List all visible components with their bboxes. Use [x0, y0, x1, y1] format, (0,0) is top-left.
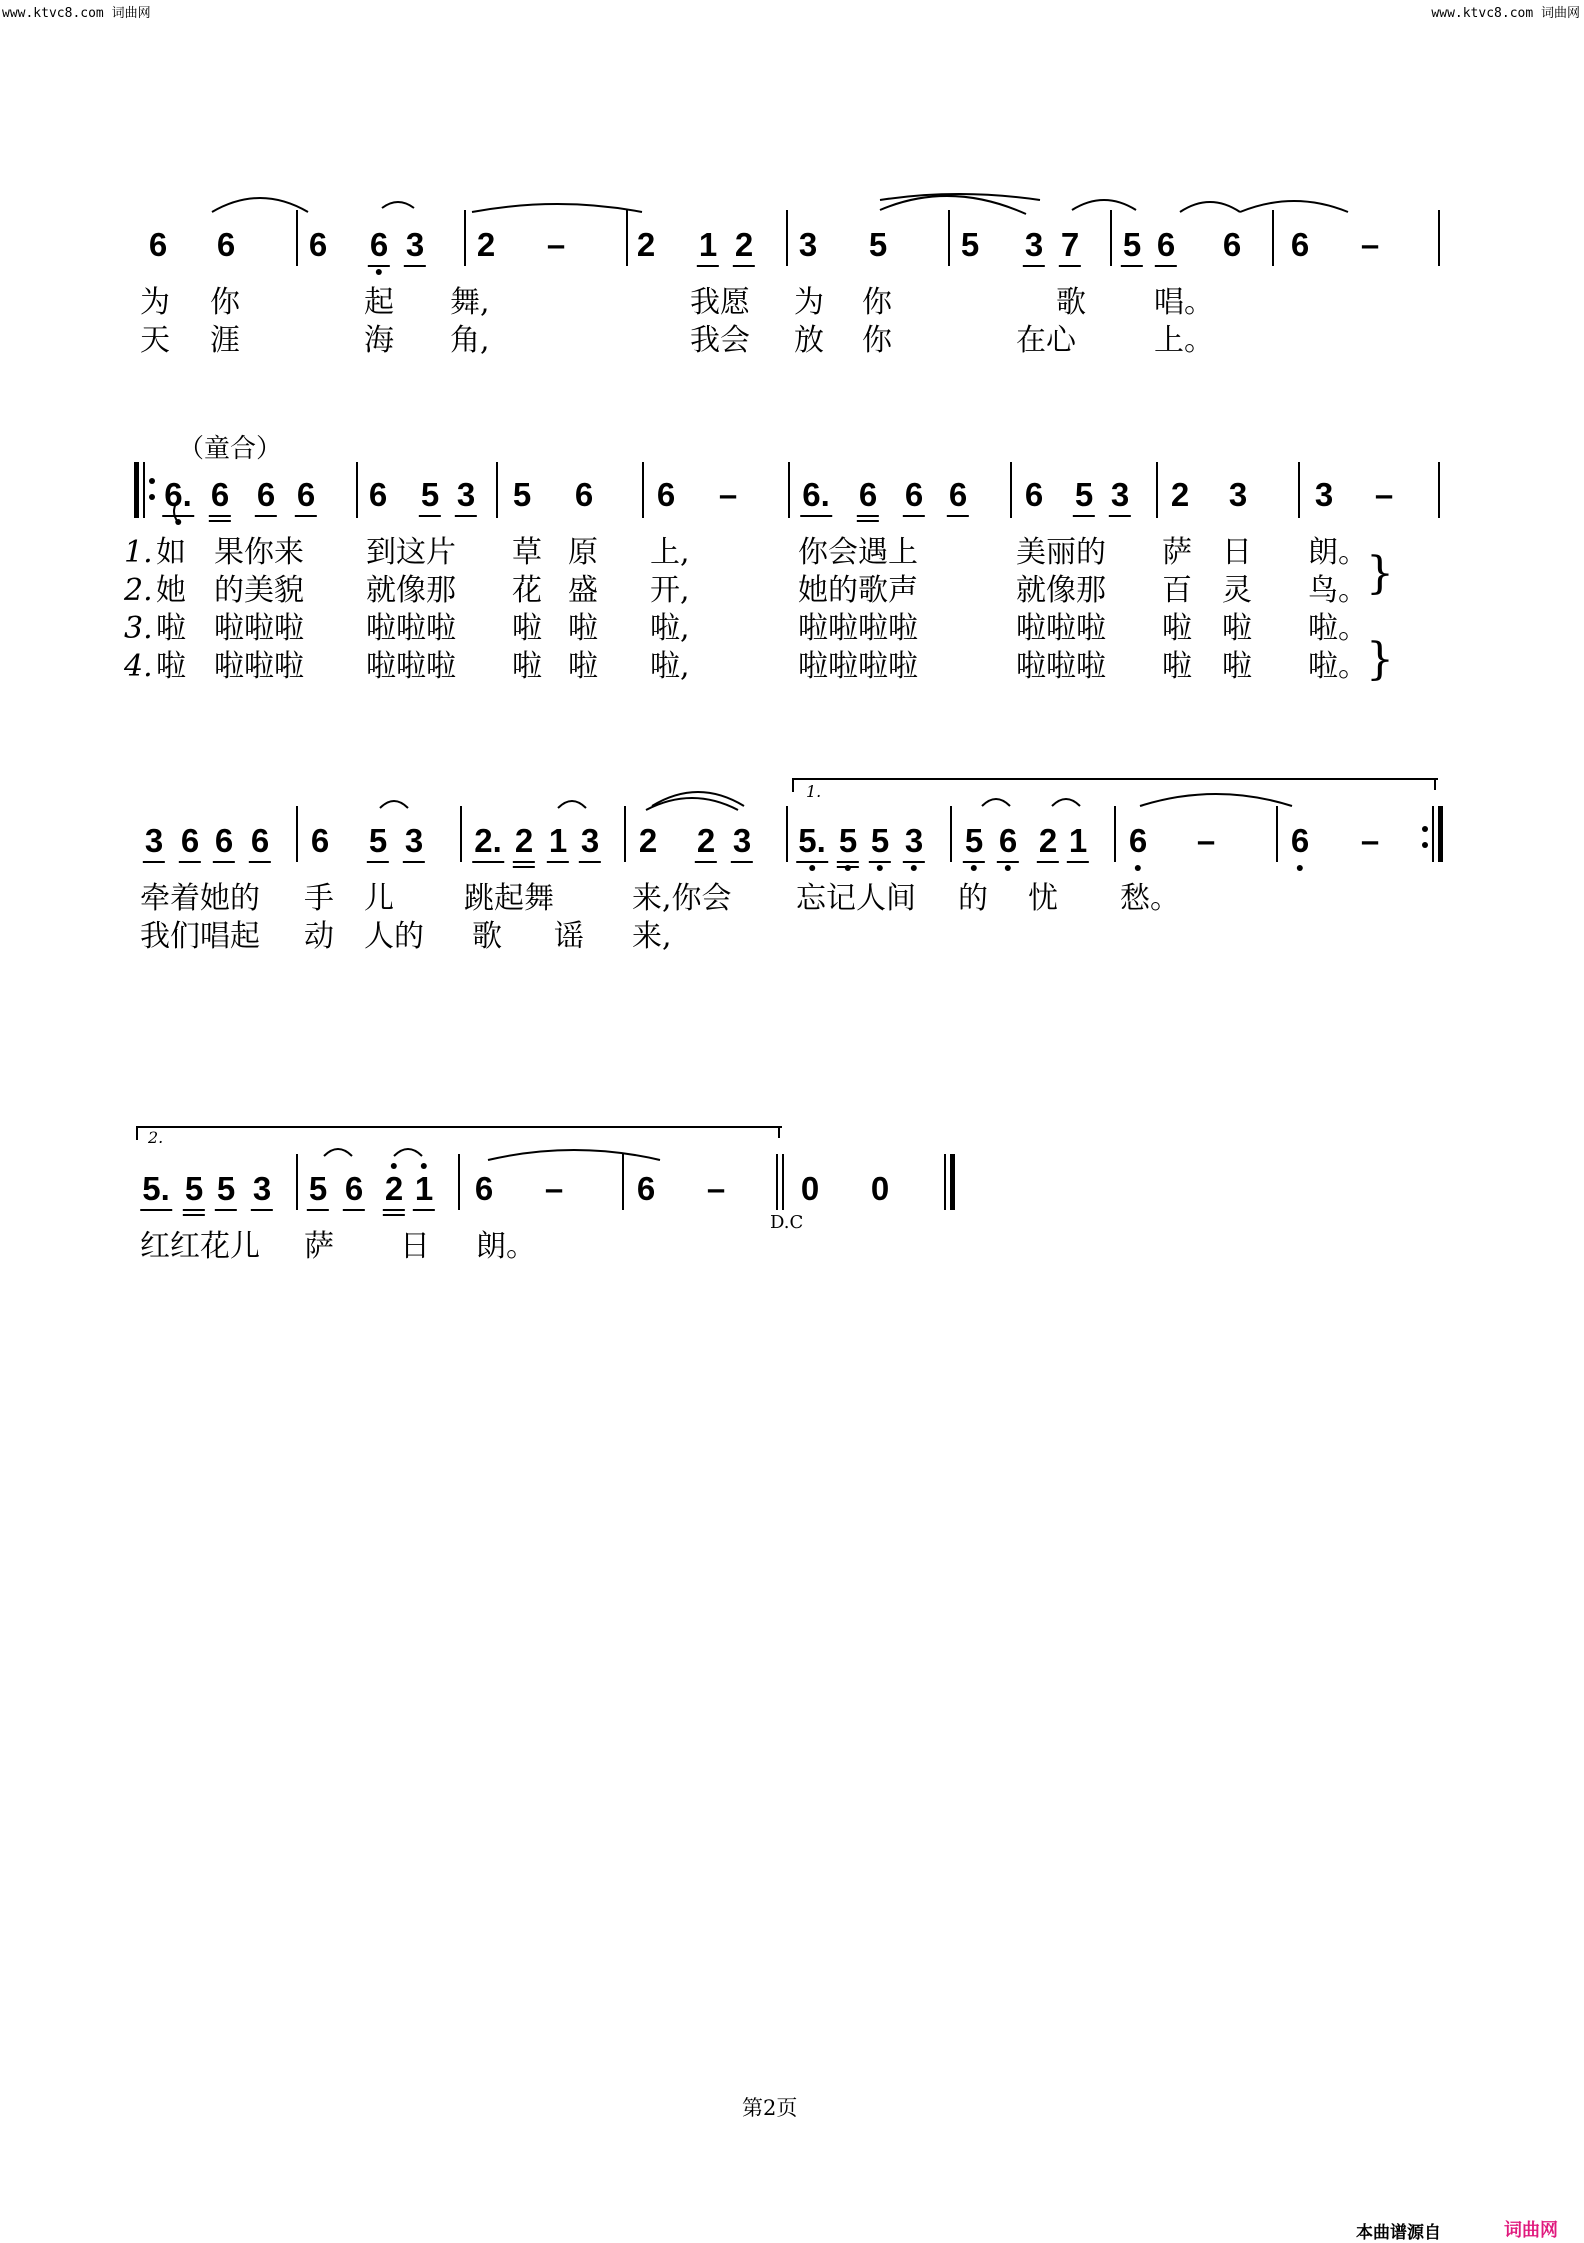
lyric: 到这片	[366, 535, 456, 570]
note: –	[1196, 822, 1216, 859]
barline	[458, 1154, 460, 1210]
lyric: 啦。	[1308, 611, 1368, 646]
lyric: 灵	[1222, 573, 1252, 608]
lyric: 啦。	[1308, 649, 1368, 684]
barline	[1438, 210, 1440, 266]
lyric: 起	[364, 285, 394, 320]
brand-logo-text: 词曲网	[1504, 2220, 1558, 2241]
note: 6	[574, 476, 594, 513]
note: 5	[512, 476, 532, 513]
note: 0	[870, 1170, 890, 1207]
lyric: 忘记人间	[796, 881, 916, 916]
lyric: 手	[304, 881, 334, 916]
barline	[786, 210, 788, 266]
note: 6	[636, 1170, 656, 1207]
note: –	[1374, 476, 1394, 513]
lyric: 日	[1222, 535, 1252, 570]
barline	[356, 462, 358, 518]
lyric: 啦	[1222, 611, 1252, 646]
volta-2-label: 2.	[148, 1128, 164, 1147]
note: 2	[1170, 476, 1190, 513]
lyric: 为	[140, 285, 170, 320]
note: 2	[384, 1170, 404, 1207]
lyric: 舞,	[450, 285, 490, 320]
barline	[460, 806, 462, 862]
note: 5	[184, 1170, 204, 1207]
note: 5	[960, 226, 980, 263]
note: 3	[405, 226, 425, 263]
verse-number: 1.	[124, 535, 153, 570]
lyric: 牵着她的	[140, 881, 260, 916]
note: 3	[1110, 476, 1130, 513]
barline	[1010, 462, 1012, 518]
verse-number: 2.	[124, 573, 153, 608]
lyric: 原	[568, 535, 598, 570]
lyric: 唱。	[1154, 285, 1214, 320]
slur	[1052, 799, 1080, 806]
repeat-end-thick	[1438, 806, 1443, 862]
slur	[982, 799, 1010, 806]
lyric: 啦啦啦	[1016, 649, 1106, 684]
note: 6	[1024, 476, 1044, 513]
note: 6	[368, 476, 388, 513]
note: 3	[252, 1170, 272, 1207]
barline	[1110, 210, 1112, 266]
lyric: 啦啦啦	[214, 611, 304, 646]
note: 2	[1038, 822, 1058, 859]
lyric: 在心	[1016, 323, 1076, 358]
note: 2.	[474, 822, 502, 859]
lyric: 如	[156, 535, 186, 570]
volta-2	[136, 1126, 782, 1140]
lyric: 忧	[1028, 881, 1058, 916]
lyric: 谣	[554, 919, 584, 954]
lyric: 为	[794, 285, 824, 320]
note: 3	[798, 226, 818, 263]
slur	[212, 198, 308, 212]
lyric: 她的歌声	[798, 573, 918, 608]
note: –	[706, 1170, 726, 1207]
note: 3	[1228, 476, 1248, 513]
note: 6	[180, 822, 200, 859]
barline	[496, 462, 498, 518]
note: 3	[580, 822, 600, 859]
note: 2	[638, 822, 658, 859]
note: 6	[1156, 226, 1176, 263]
note: 6	[904, 476, 924, 513]
slur	[1072, 200, 1136, 210]
lyric: 盛	[568, 573, 598, 608]
slur	[652, 792, 744, 806]
note: 2	[636, 226, 656, 263]
lyric: 萨	[1162, 535, 1192, 570]
final-bar-thick	[950, 1154, 955, 1210]
lyric: 她	[156, 573, 186, 608]
note: 1	[1068, 822, 1088, 859]
lyric: 啦	[1162, 611, 1192, 646]
note: –	[544, 1170, 564, 1207]
lyric: 啦啦啦	[1016, 611, 1106, 646]
note: 6	[998, 822, 1018, 859]
lyric: 啦	[512, 611, 542, 646]
verse-brace: }	[1366, 634, 1394, 685]
page-number: 第2页	[742, 2096, 798, 2120]
note: 5	[838, 822, 858, 859]
barline	[1272, 210, 1274, 266]
lyric: 人的	[364, 919, 424, 954]
note: 6	[250, 822, 270, 859]
slur	[394, 1149, 422, 1156]
barline	[464, 210, 466, 266]
slur	[472, 204, 642, 212]
barline	[948, 210, 950, 266]
note: 1	[414, 1170, 434, 1207]
note: –	[1360, 226, 1380, 263]
double-bar-a	[776, 1154, 778, 1210]
source-text: 本曲谱源自	[1356, 2223, 1441, 2243]
note: 5	[1074, 476, 1094, 513]
lyric: 天	[140, 323, 170, 358]
lyric: 啦,	[650, 611, 690, 646]
note: 3	[1024, 226, 1044, 263]
note: 5.	[798, 822, 826, 859]
lyric: 啦啦啦	[366, 611, 456, 646]
note: 5	[870, 822, 890, 859]
note: 0	[800, 1170, 820, 1207]
lyric: 我们唱起	[140, 919, 260, 954]
note: 6	[369, 226, 389, 263]
note: 2	[476, 226, 496, 263]
lyric: 涯	[210, 323, 240, 358]
lyric: 上。	[1154, 323, 1214, 358]
barline	[1114, 806, 1116, 862]
note: 3	[904, 822, 924, 859]
lyric: 花	[512, 573, 542, 608]
barline	[1156, 462, 1158, 518]
note: 6	[1222, 226, 1242, 263]
note: 2	[514, 822, 534, 859]
lyric: 啦	[156, 611, 186, 646]
note: 6	[1290, 822, 1310, 859]
note: 5	[420, 476, 440, 513]
note: 2	[696, 822, 716, 859]
note: 2	[734, 226, 754, 263]
header-right: www.ktvc8.com 词曲网	[1431, 6, 1580, 21]
barline	[1276, 806, 1278, 862]
lyric: 就像那	[1016, 573, 1106, 608]
lyric: 来,	[632, 919, 672, 954]
note: 5	[368, 822, 388, 859]
voice-label: （童合）	[178, 434, 283, 464]
lyric: 啦啦啦	[366, 649, 456, 684]
note: 3	[144, 822, 164, 859]
lyric: 歌	[1056, 285, 1086, 320]
lyric: 朗。	[1308, 535, 1368, 570]
final-bar-thin	[944, 1154, 946, 1210]
barline	[1298, 462, 1300, 518]
lyric: 的	[958, 881, 988, 916]
note: 1	[548, 822, 568, 859]
lyric: 啦	[156, 649, 186, 684]
lyric: 啦,	[650, 649, 690, 684]
lyric: 的美貌	[214, 573, 304, 608]
lyric: 你会遇上	[798, 535, 918, 570]
lyric: 歌	[472, 919, 502, 954]
repeat-end-thin	[1432, 806, 1434, 862]
volta-1	[792, 778, 1438, 792]
repeat-start-thick	[134, 462, 139, 518]
slur	[382, 202, 414, 208]
volta-1-end	[1434, 778, 1436, 790]
lyric: 果你来	[214, 535, 304, 570]
lyric: 啦啦啦啦	[798, 649, 918, 684]
lyric: 你	[210, 285, 240, 320]
header-left: www.ktvc8.com 词曲网	[2, 6, 151, 21]
lyric: 开,	[650, 573, 690, 608]
verse-number: 3.	[124, 611, 153, 646]
verse-number: 4.	[124, 649, 153, 684]
barline	[788, 462, 790, 518]
note: 6	[256, 476, 276, 513]
note: 6.	[802, 476, 830, 513]
slur	[558, 801, 586, 808]
volta-2-end	[778, 1126, 780, 1138]
lyric: 上,	[650, 535, 690, 570]
note: 6	[344, 1170, 364, 1207]
slur	[1240, 201, 1348, 212]
note: 6	[858, 476, 878, 513]
note: 6	[296, 476, 316, 513]
repeat-start-thin	[143, 462, 145, 518]
barline	[296, 210, 298, 266]
slur	[880, 196, 1026, 214]
lyric: 你	[862, 285, 892, 320]
barline	[622, 1154, 624, 1210]
lyric: 啦啦啦	[214, 649, 304, 684]
slur	[1140, 794, 1292, 806]
note: 1	[698, 226, 718, 263]
note: 6	[1128, 822, 1148, 859]
lyric: 就像那	[366, 573, 456, 608]
lyric: 我会	[690, 323, 750, 358]
note: 6	[214, 822, 234, 859]
note: 6	[308, 226, 328, 263]
lyric: 来,你会	[632, 881, 732, 916]
lyric: 角,	[450, 323, 490, 358]
lyric: 百	[1162, 573, 1192, 608]
note: 6	[948, 476, 968, 513]
note: 3	[404, 822, 424, 859]
note: 6	[210, 476, 230, 513]
barline	[296, 1154, 298, 1210]
barline	[1438, 462, 1440, 518]
note: 5.	[142, 1170, 170, 1207]
note: 6	[216, 226, 236, 263]
double-bar-b	[782, 1154, 784, 1210]
lyric: 啦	[568, 611, 598, 646]
slur	[380, 801, 408, 808]
note: 5	[216, 1170, 236, 1207]
lyric: 红红花儿	[140, 1229, 260, 1264]
barline	[642, 462, 644, 518]
lyric: 草	[512, 535, 542, 570]
lyric: 海	[364, 323, 394, 358]
dc-marking: D.C	[770, 1212, 804, 1233]
lyric: 啦啦啦啦	[798, 611, 918, 646]
slur	[488, 1150, 660, 1160]
note: –	[1360, 822, 1380, 859]
barline	[624, 806, 626, 862]
note: 6.	[164, 476, 192, 513]
barline	[296, 806, 298, 862]
verse-brace: }	[1366, 548, 1394, 599]
lyric: 啦	[1162, 649, 1192, 684]
note: 5	[1122, 226, 1142, 263]
lyric: 放	[794, 323, 824, 358]
lyric: 啦	[568, 649, 598, 684]
note: 5	[964, 822, 984, 859]
note: 5	[308, 1170, 328, 1207]
lyric: 动	[304, 919, 334, 954]
lyric: 朗。	[476, 1229, 536, 1264]
note: 6	[656, 476, 676, 513]
note: 3	[1314, 476, 1334, 513]
volta-1-label: 1.	[806, 782, 822, 801]
lyric: 萨	[304, 1229, 334, 1264]
lyric: 啦	[512, 649, 542, 684]
lyric: 日	[400, 1229, 430, 1264]
lyric: 跳起舞	[464, 881, 554, 916]
note: –	[718, 476, 738, 513]
barline	[786, 806, 788, 862]
note: 6	[310, 822, 330, 859]
note: 7	[1060, 226, 1080, 263]
note: 5	[868, 226, 888, 263]
lyric: 儿	[364, 881, 394, 916]
slur	[646, 798, 738, 810]
lyric: 你	[862, 323, 892, 358]
barline	[626, 210, 628, 266]
lyric: 啦	[1222, 649, 1252, 684]
note: –	[546, 226, 566, 263]
note: 3	[456, 476, 476, 513]
note: 3	[732, 822, 752, 859]
lyric: 我愿	[690, 285, 750, 320]
note: 6	[148, 226, 168, 263]
lyric: 愁。	[1120, 881, 1180, 916]
slur	[324, 1149, 352, 1156]
slur	[1180, 202, 1240, 212]
lyric: 鸟。	[1308, 573, 1368, 608]
barline	[950, 806, 952, 862]
lyric: 美丽的	[1016, 535, 1106, 570]
note: 6	[474, 1170, 494, 1207]
note: 6	[1290, 226, 1310, 263]
slur	[880, 194, 1040, 200]
